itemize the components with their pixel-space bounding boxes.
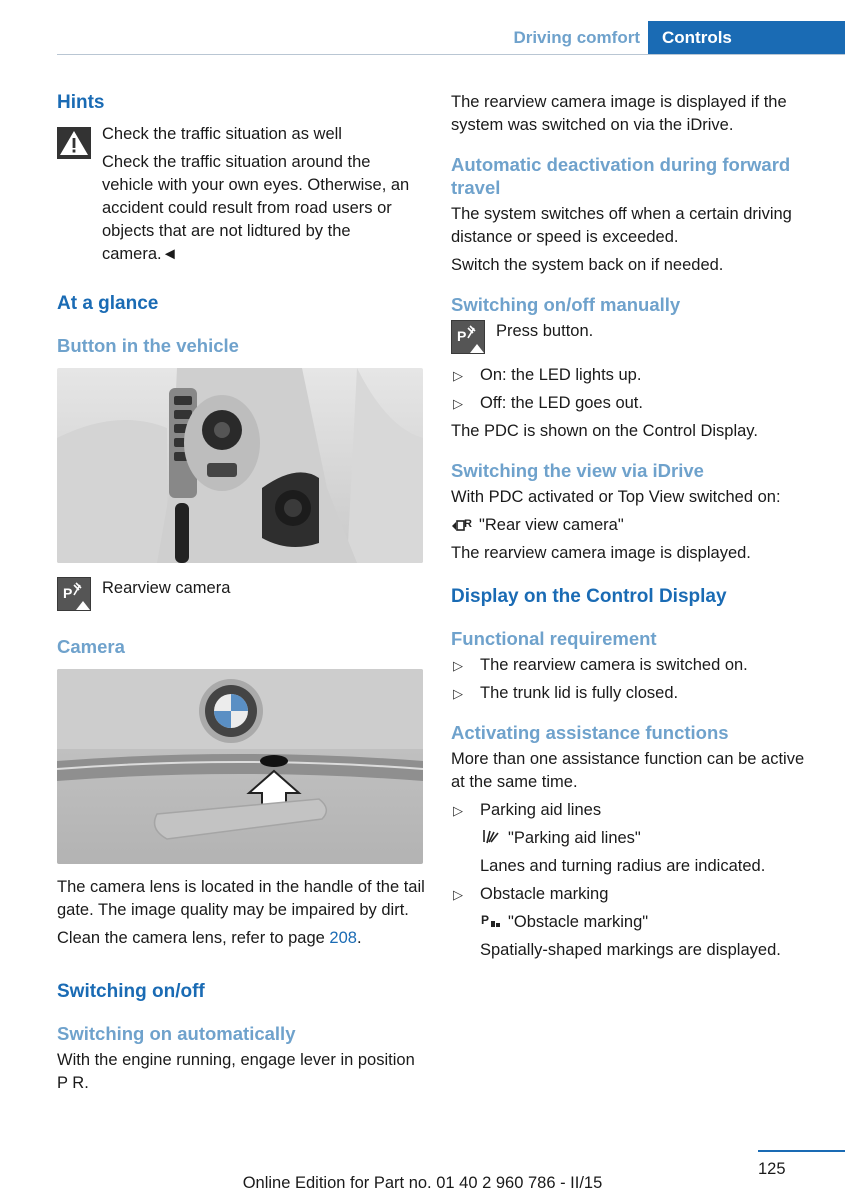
svg-text:R: R <box>464 518 472 530</box>
bullet-triangle-icon: ▷ <box>453 686 463 701</box>
list-item-text: Obstacle marking <box>480 885 609 903</box>
list-item <box>451 364 819 387</box>
switch-auto-heading: Switching on automatically <box>57 1023 296 1044</box>
func-list <box>451 654 819 705</box>
bullet-triangle-icon: ▷ <box>453 368 463 383</box>
rear-camera-icon <box>451 515 473 533</box>
view-text: With PDC activated or Top View switched on: <box>451 488 781 506</box>
list-item-text: On: the LED lights up. <box>480 366 642 384</box>
bullet-triangle-icon: ▷ <box>453 887 463 902</box>
parking-lines-icon <box>480 828 502 846</box>
warning-title: Check the traffic situation as well <box>102 125 342 143</box>
svg-text:P: P <box>63 585 73 601</box>
obstacle-menu <box>451 911 819 934</box>
assist-list-2 <box>451 883 819 906</box>
pdc-button-icon <box>451 320 485 354</box>
svg-text:P: P <box>457 328 467 344</box>
press-row <box>451 320 819 356</box>
list-item <box>451 682 819 705</box>
clean-text-label: Clean the camera lens, refer to page <box>57 929 330 947</box>
list-item-text: The rearview camera is switched on. <box>480 656 748 674</box>
press-text: Press button. <box>496 322 594 340</box>
tailgate-photo <box>57 669 423 864</box>
auto-off-heading: Automatic deactivation during forward travel <box>451 154 791 198</box>
button-heading: Button in the vehicle <box>57 335 239 356</box>
list-item <box>451 392 819 415</box>
list-item <box>451 799 819 822</box>
header-rule <box>57 54 845 55</box>
pdc-text: The PDC is shown on the Control Display. <box>451 422 758 440</box>
console-photo <box>57 368 423 563</box>
page-208-link[interactable]: 208 <box>329 929 357 947</box>
button-caption: Rearview camera <box>102 579 231 597</box>
list-item-text: The trunk lid is fully closed. <box>480 684 679 702</box>
parking-desc: Lanes and turning radius are indicated. <box>480 857 766 875</box>
view-heading: Switching the view via iDrive <box>451 460 704 481</box>
parking-menu <box>451 827 819 850</box>
auto-off-text-1: The system switches off when a certain driving distance or speed is exceeded. <box>451 205 792 246</box>
switching-heading: Switching on/off <box>57 981 205 1002</box>
obstacle-desc: Spatially-shaped markings are displayed. <box>480 941 781 959</box>
bullet-triangle-icon: ▷ <box>453 658 463 673</box>
pdc-button-icon <box>57 577 91 611</box>
header-section: Driving comfort <box>513 28 640 47</box>
footer-edition: Online Edition for Part no. 01 40 2 960 786 - II/15 <box>242 1174 603 1192</box>
camera-text: The camera lens is located in the handle of the tail gate. The image quality may be impaired by dirt. <box>57 878 425 919</box>
clean-text-end: . <box>356 929 362 947</box>
auto-off-text-2: Switch the system back on if needed. <box>451 256 724 274</box>
svg-text:P: P <box>481 913 490 927</box>
list-item <box>451 654 819 677</box>
header-tab: Controls <box>648 21 845 55</box>
manual-heading: Switching on/off manually <box>451 294 681 315</box>
obstacle-marking-icon <box>480 912 502 930</box>
warning-body: Check the traffic situation around the vehicle with your own eyes. Otherwise, an accident could result from road users or objects that are not lidtured by the camera.◄ <box>102 153 410 263</box>
bullet-triangle-icon: ▷ <box>453 396 463 411</box>
list-item-text: Parking aid lines <box>480 801 602 819</box>
warning-block <box>57 123 425 266</box>
assist-heading: Activating assistance functions <box>451 722 729 743</box>
assist-list <box>451 799 819 822</box>
intro-text: The rearview camera image is displayed if the system was switched on via the iDrive. <box>451 93 787 134</box>
at-a-glance-heading: At a glance <box>57 293 159 314</box>
camera-heading: Camera <box>57 636 125 657</box>
button-caption-row <box>57 577 425 613</box>
led-list <box>451 364 819 415</box>
page-number-rule <box>758 1150 845 1152</box>
clean-text <box>57 927 425 950</box>
warning-triangle-icon <box>57 127 91 159</box>
hints-heading: Hints <box>57 92 105 113</box>
list-item-text: Off: the LED goes out. <box>480 394 643 412</box>
left-column <box>57 91 425 1100</box>
assist-text: More than one assistance function can be active at the same time. <box>451 750 805 791</box>
parking-menu-label: "Parking aid lines" <box>508 829 641 847</box>
bullet-triangle-icon: ▷ <box>453 803 463 818</box>
switch-auto-text: With the engine running, engage lever in position P R. <box>57 1051 415 1092</box>
page-number: 125 <box>758 1160 786 1178</box>
rear-view-menu <box>451 514 819 537</box>
display-heading: Display on the Control Display <box>451 586 727 607</box>
right-column <box>451 91 819 967</box>
list-item <box>451 883 819 906</box>
func-heading: Functional requirement <box>451 628 657 649</box>
rear-view-label: "Rear view camera" <box>479 516 624 534</box>
obstacle-menu-label: "Obstacle marking" <box>508 913 649 931</box>
rear-displayed-text: The rearview camera image is displayed. <box>451 544 751 562</box>
